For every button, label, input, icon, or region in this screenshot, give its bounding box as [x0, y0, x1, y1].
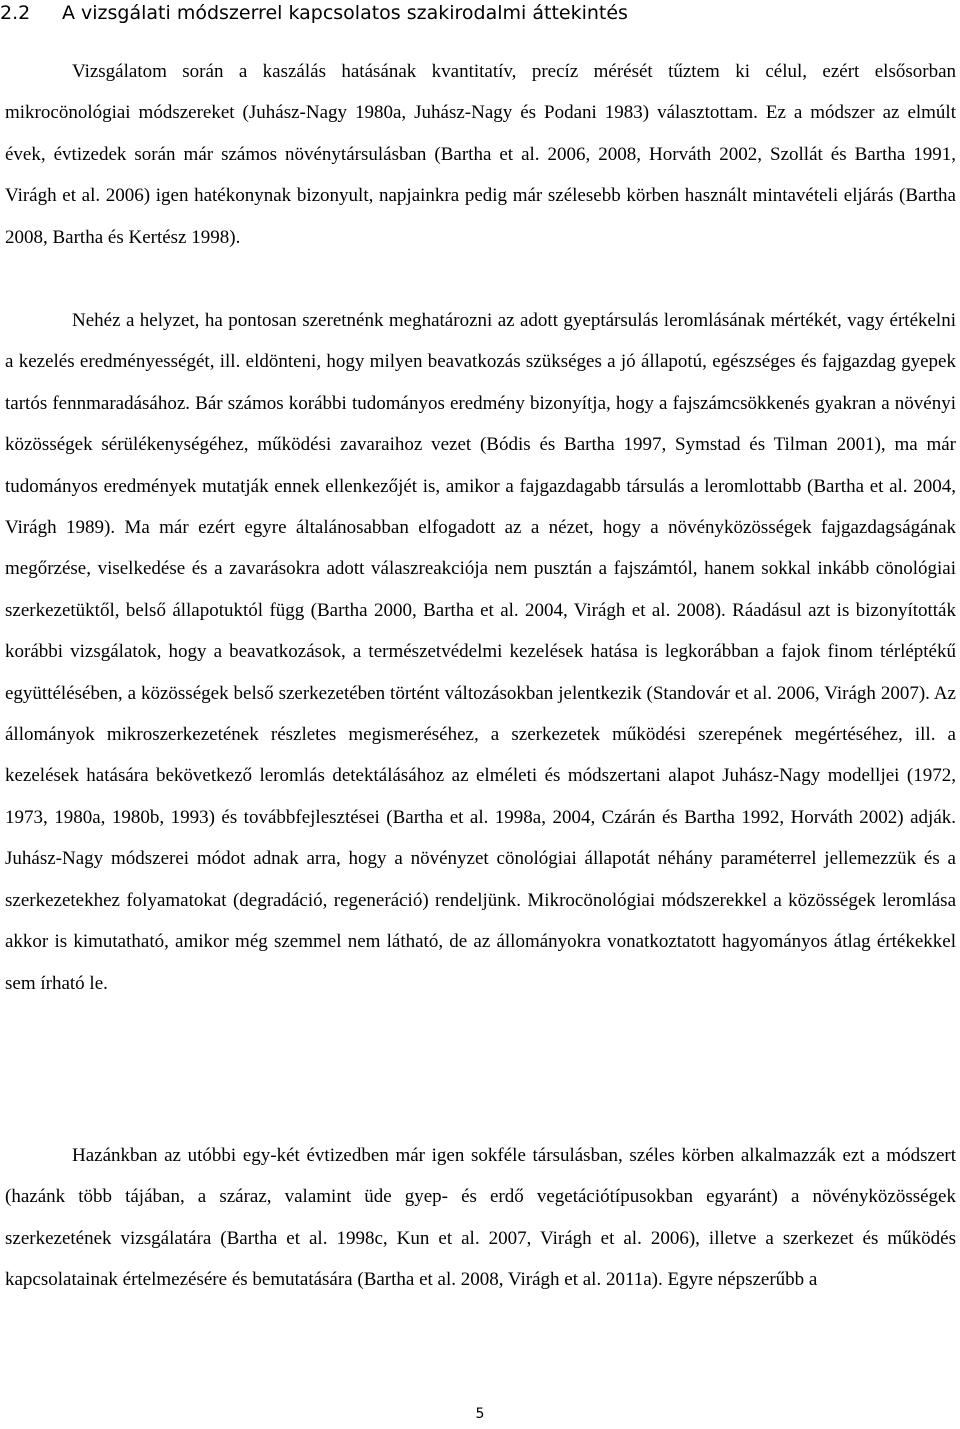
page-number: 5	[475, 1406, 485, 1422]
section-heading	[0, 0, 628, 26]
paragraph-2: Nehéz a helyzet, ha pontosan szeretnénk meghatározni az adott gyeptársulás leromlásának mértékét, vagy értékelni a kezelés eredményességét, ill. eldönteni, hogy milyen beavatkozás szükséges a jó állapotú, egészséges és fajgazdag gyepek tartós fennmaradásához. Bár számos korábbi tudományos eredmény bizonyítja, hogy a fajszámcsökkenés gyakran a növényi közösségek sérülékenységéhez, működési zavaraihoz vezet (Bódis és Bartha 1997, Symstad és Tilman 2001), ma már tudományos eredmények mutatják ennek ellenkezőjét is, amikor a fajgazdagabb társulás a leromlottabb (Bartha et al. 2004, Virágh 1989). Ma már ezért egyre általánosabban elfogadott az a nézet, hogy a növényközösségek fajgazdagságának megőrzése, viselkedése és a zavarásokra adott válaszreakciója nem pusztán a fajszámtól, hanem sokkal inkább cönológiai szerkezetüktől, belső állapotuktól függ (Bartha 2000, Bartha et al. 2004, Virágh et al. 2008). Ráadásul azt is bizonyították korábbi vizsgálatok, hogy a beavatkozások, a természetvédelmi kezelések hatása is legkorábban a fajok finom térléptékű együttélésében, a közösségek belső szerkezetében történt változásokban jelentkezik (Standovár et al. 2006, Virágh 2007). Az állományok mikroszerkezetének részletes megismeréséhez, a szerkezetek működési szerepének megértéséhez, ill. a kezelések hatására bekövetkező leromlás detektálásához az elméleti és módszertani alapot Juhász-Nagy modelljei (1972, 1973, 1980a, 1980b, 1993) és továbbfejlesztései (Bartha et al. 1998a, 2004, Czárán és Bartha 1992, Horváth 2002) adják. Juhász-Nagy módszerei módot adnak arra, hogy a növényzet cönológiai állapotát néhány paraméterrel jellemezzük és a szerkezetekhez folyamatokat (degradáció, regeneráció) rendeljünk. Mikrocönológiai módszerekkel a közösségek leromlása akkor is kimutatható, amikor még szemmel nem látható, de az állományokra vonatkoztatott hagyományos átlag értékekkel sem írható le.	[5, 310, 956, 994]
section-number: 2.2	[0, 2, 31, 24]
section-title: A vizsgálati módszerrel kapcsolatos szakirodalmi áttekintés	[62, 2, 628, 24]
paragraph-1: Vizsgálatom során a kaszálás hatásának kvantitatív, precíz mérését tűztem ki célul, ezért elsősorban mikrocönológiai módszereket (Juhász-Nagy 1980a, Juhász-Nagy és Podani 1983) választottam. Ez a módszer az elmúlt évek, évtizedek során már számos növénytársulásban (Bartha et al. 2006, 2008, Horváth 2002, Szollát és Bartha 1991, Virágh et al. 2006) igen hatékonynak bizonyult, napjainkra pedig már szélesebb körben használt mintavételi eljárás (Bartha 2008, Bartha és Kertész 1998).	[5, 61, 956, 248]
paragraph-3: Hazánkban az utóbbi egy-két évtizedben már igen sokféle társulásban, széles körben alkalmazzák ezt a módszert (hazánk több tájában, a száraz, valamint üde gyep- és erdő vegetációtípusokban egyaránt) a növényközösségek szerkezetének vizsgálatára (Bartha et al. 1998c, Kun et al. 2007, Virágh et al. 2006), illetve a szerkezet és működés kapcsolatainak értelmezésére és bemutatására (Bartha et al. 2008, Virágh et al. 2011a). Egyre népszerűbb a	[5, 1145, 956, 1291]
